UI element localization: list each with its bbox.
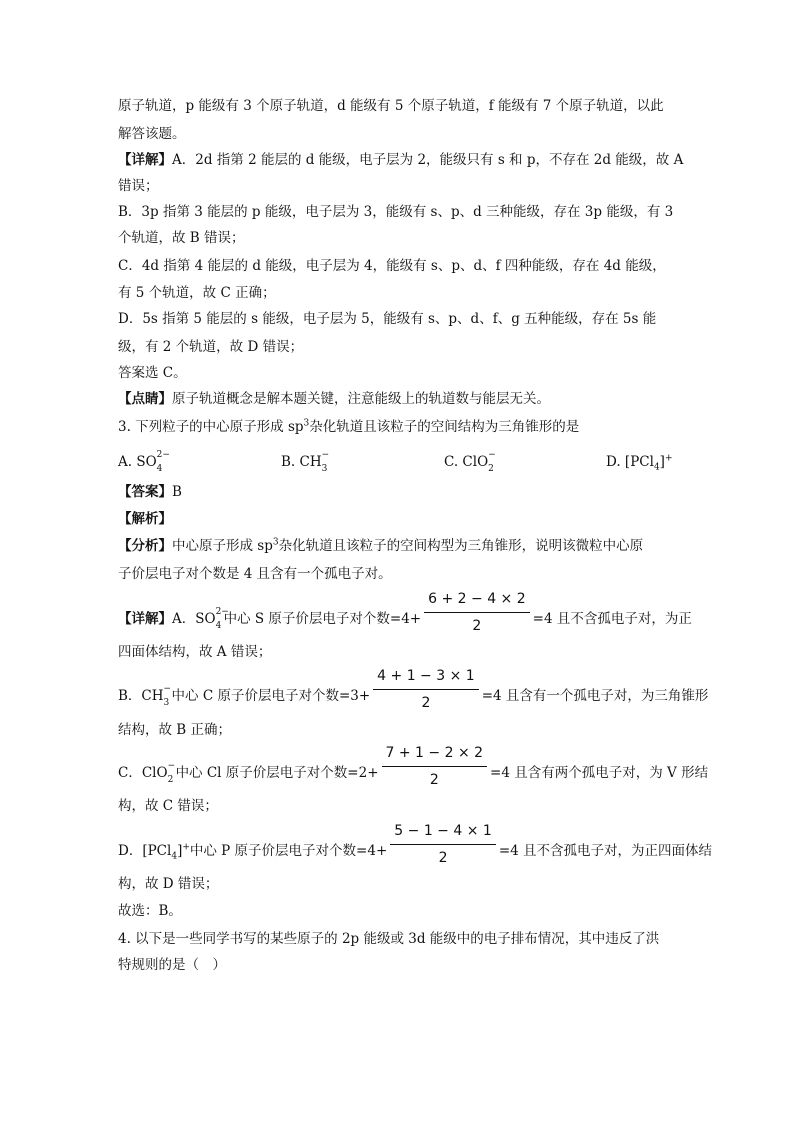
question-4: 4. 以下是一些同学书写的某些原子的 2p 能级或 3d 能级中的电子排布情况，其中违反了洪 (118, 931, 660, 947)
fraction (373, 666, 479, 713)
fraction (382, 743, 488, 790)
choice-b (281, 452, 330, 472)
text-span: 原子轨道概念是解本题关键，注意能级上的轨道数与能层无关。 (172, 391, 550, 407)
text-line (118, 536, 643, 556)
text-span: C． (118, 765, 142, 781)
section-tag: 【点睛】 (118, 391, 172, 407)
superscript: + (664, 453, 673, 464)
section-tag: 【答案】 (118, 484, 172, 500)
text-line: 四面体结构，故 A 错误； (118, 644, 272, 660)
denominator: 2 (421, 695, 431, 711)
numerator: 5 − 1 − 4 × 1 (390, 821, 496, 845)
text-span: D． (118, 843, 143, 859)
chem-species: [PCl$_4$]+ (142, 842, 190, 862)
text-line: 有 5 个轨道，故 C 正确； (118, 285, 276, 301)
section-tag: 【详解】 (118, 611, 172, 627)
denominator: 2 (438, 850, 448, 866)
subscript: 3 (321, 464, 328, 474)
denominator: 2 (472, 618, 482, 634)
text-line: 故选：B。 (118, 903, 182, 919)
chem-species: ClO − 2 (142, 763, 176, 783)
text-line: 个轨道，故 B 错误； (118, 230, 245, 246)
chem-species: CH − 3 (141, 686, 171, 706)
subscript: 4 (653, 462, 660, 473)
text-line: 解答该题。 (118, 126, 186, 142)
text-span: B． (118, 688, 142, 704)
choice-label: C. ClO (444, 454, 489, 470)
bracket: ] (659, 454, 665, 470)
subscript: 3 (163, 698, 170, 708)
chem-species: SO 2− 4 (195, 609, 223, 629)
answer-value: B (172, 484, 182, 500)
fraction (424, 589, 530, 636)
text-line: 级，有 2 个轨道，故 D 错误； (118, 339, 304, 355)
text-span: 杂化轨道且该粒子的空间构型为三角锥形，说明该微粒中心原 (278, 538, 644, 554)
text-span: A． (172, 611, 196, 627)
numerator: 6 + 2 − 4 × 2 (424, 589, 530, 613)
text-line: 子价层电子对个数是 4 且含有一个孤电子对。 (118, 566, 392, 582)
choice-d (606, 452, 673, 472)
text-span: 中心原子形成 sp (172, 538, 273, 554)
question-3 (118, 417, 579, 437)
text-span: 中心 C 原子价层电子对个数=3+ (171, 688, 371, 704)
subscript: 4 (171, 851, 178, 862)
choice-c (444, 452, 496, 472)
text-line (118, 150, 683, 170)
superscript: − (488, 450, 496, 460)
text-span: A．2d 指第 2 能层的 d 能级，电子层为 2，能级只有 s 和 p，不存在 2d 能级，故 A (172, 152, 684, 168)
text-line: 结构，故 B 正确； (118, 722, 232, 738)
superscript: − (163, 684, 172, 694)
text-line: B．3p 指第 3 能层的 p 能级，电子层为 3，能级有 s、p、d 三种能级，存在 3p 能级，有 3 (118, 204, 674, 220)
subscript: 2 (167, 775, 174, 785)
text-line (118, 389, 550, 409)
text-line: 构，故 C 错误； (118, 798, 218, 814)
choice-label: B. CH (281, 454, 322, 470)
text-line: 构，故 D 错误； (118, 876, 219, 892)
section-tag: 【详解】 (118, 152, 172, 168)
text-span: 中心 Cl 原子价层电子对个数=2+ (175, 765, 379, 781)
choice-label: D. [PCl (606, 454, 654, 470)
question-4-cont: 特规则的是（ ） (118, 957, 226, 973)
text-line: 原子轨道，p 能级有 3 个原子轨道，d 能级有 5 个原子轨道，f 能级有 7 个原子轨道，以此 (118, 98, 664, 114)
superscript: 3 (272, 537, 279, 548)
text-line: D．5s 指第 5 能层的 s 能级，电子层为 5，能级有 s、p、d、f、g 五种能级，存在 5s 能 (118, 311, 657, 327)
text-span: 杂化轨道且该粒子的空间结构为三角锥形的是 (309, 419, 580, 435)
superscript: − (321, 450, 330, 460)
choice-label: A. SO (118, 454, 157, 470)
text-span: 3. 下列粒子的中心原子形成 sp (118, 419, 304, 435)
text-span: =4 且不含孤电子对，为正 (532, 611, 692, 627)
text-span: =4 且不含孤电子对，为正四面体结 (498, 843, 713, 859)
numerator: 7 + 1 − 2 × 2 (382, 743, 488, 767)
section-tag: 【解析】 (118, 511, 172, 527)
subscript: 4 (156, 464, 163, 474)
section-tag: 【分析】 (118, 538, 172, 554)
text-line: C．4d 指第 4 能层的 d 能级，电子层为 4，能级有 s、p、d、f 四种能级，存在 4d 能级， (118, 258, 666, 274)
text-span: =4 且含有两个孤电子对，为 V 形结 (490, 765, 709, 781)
numerator: 4 + 1 − 3 × 1 (373, 666, 479, 690)
subscript: 4 (215, 621, 222, 631)
superscript: − (167, 761, 176, 771)
subscript: 2 (488, 464, 494, 474)
fraction (390, 821, 496, 868)
choice-a (118, 450, 170, 474)
superscript: 3 (303, 418, 310, 429)
answer-line (118, 482, 182, 502)
text-span: 中心 P 原子价层电子对个数=4+ (189, 843, 388, 859)
text-line: 答案选 C。 (118, 365, 187, 381)
superscript: + (182, 842, 190, 853)
text-span: 中心 S 原子价层电子对个数=4+ (223, 611, 422, 627)
superscript: 2− (156, 450, 170, 460)
superscript: 2− (215, 607, 229, 617)
text-line: 错误； (118, 178, 159, 194)
text-span: =4 且含有一个孤电子对，为三角锥形 (481, 688, 709, 704)
denominator: 2 (429, 772, 439, 788)
